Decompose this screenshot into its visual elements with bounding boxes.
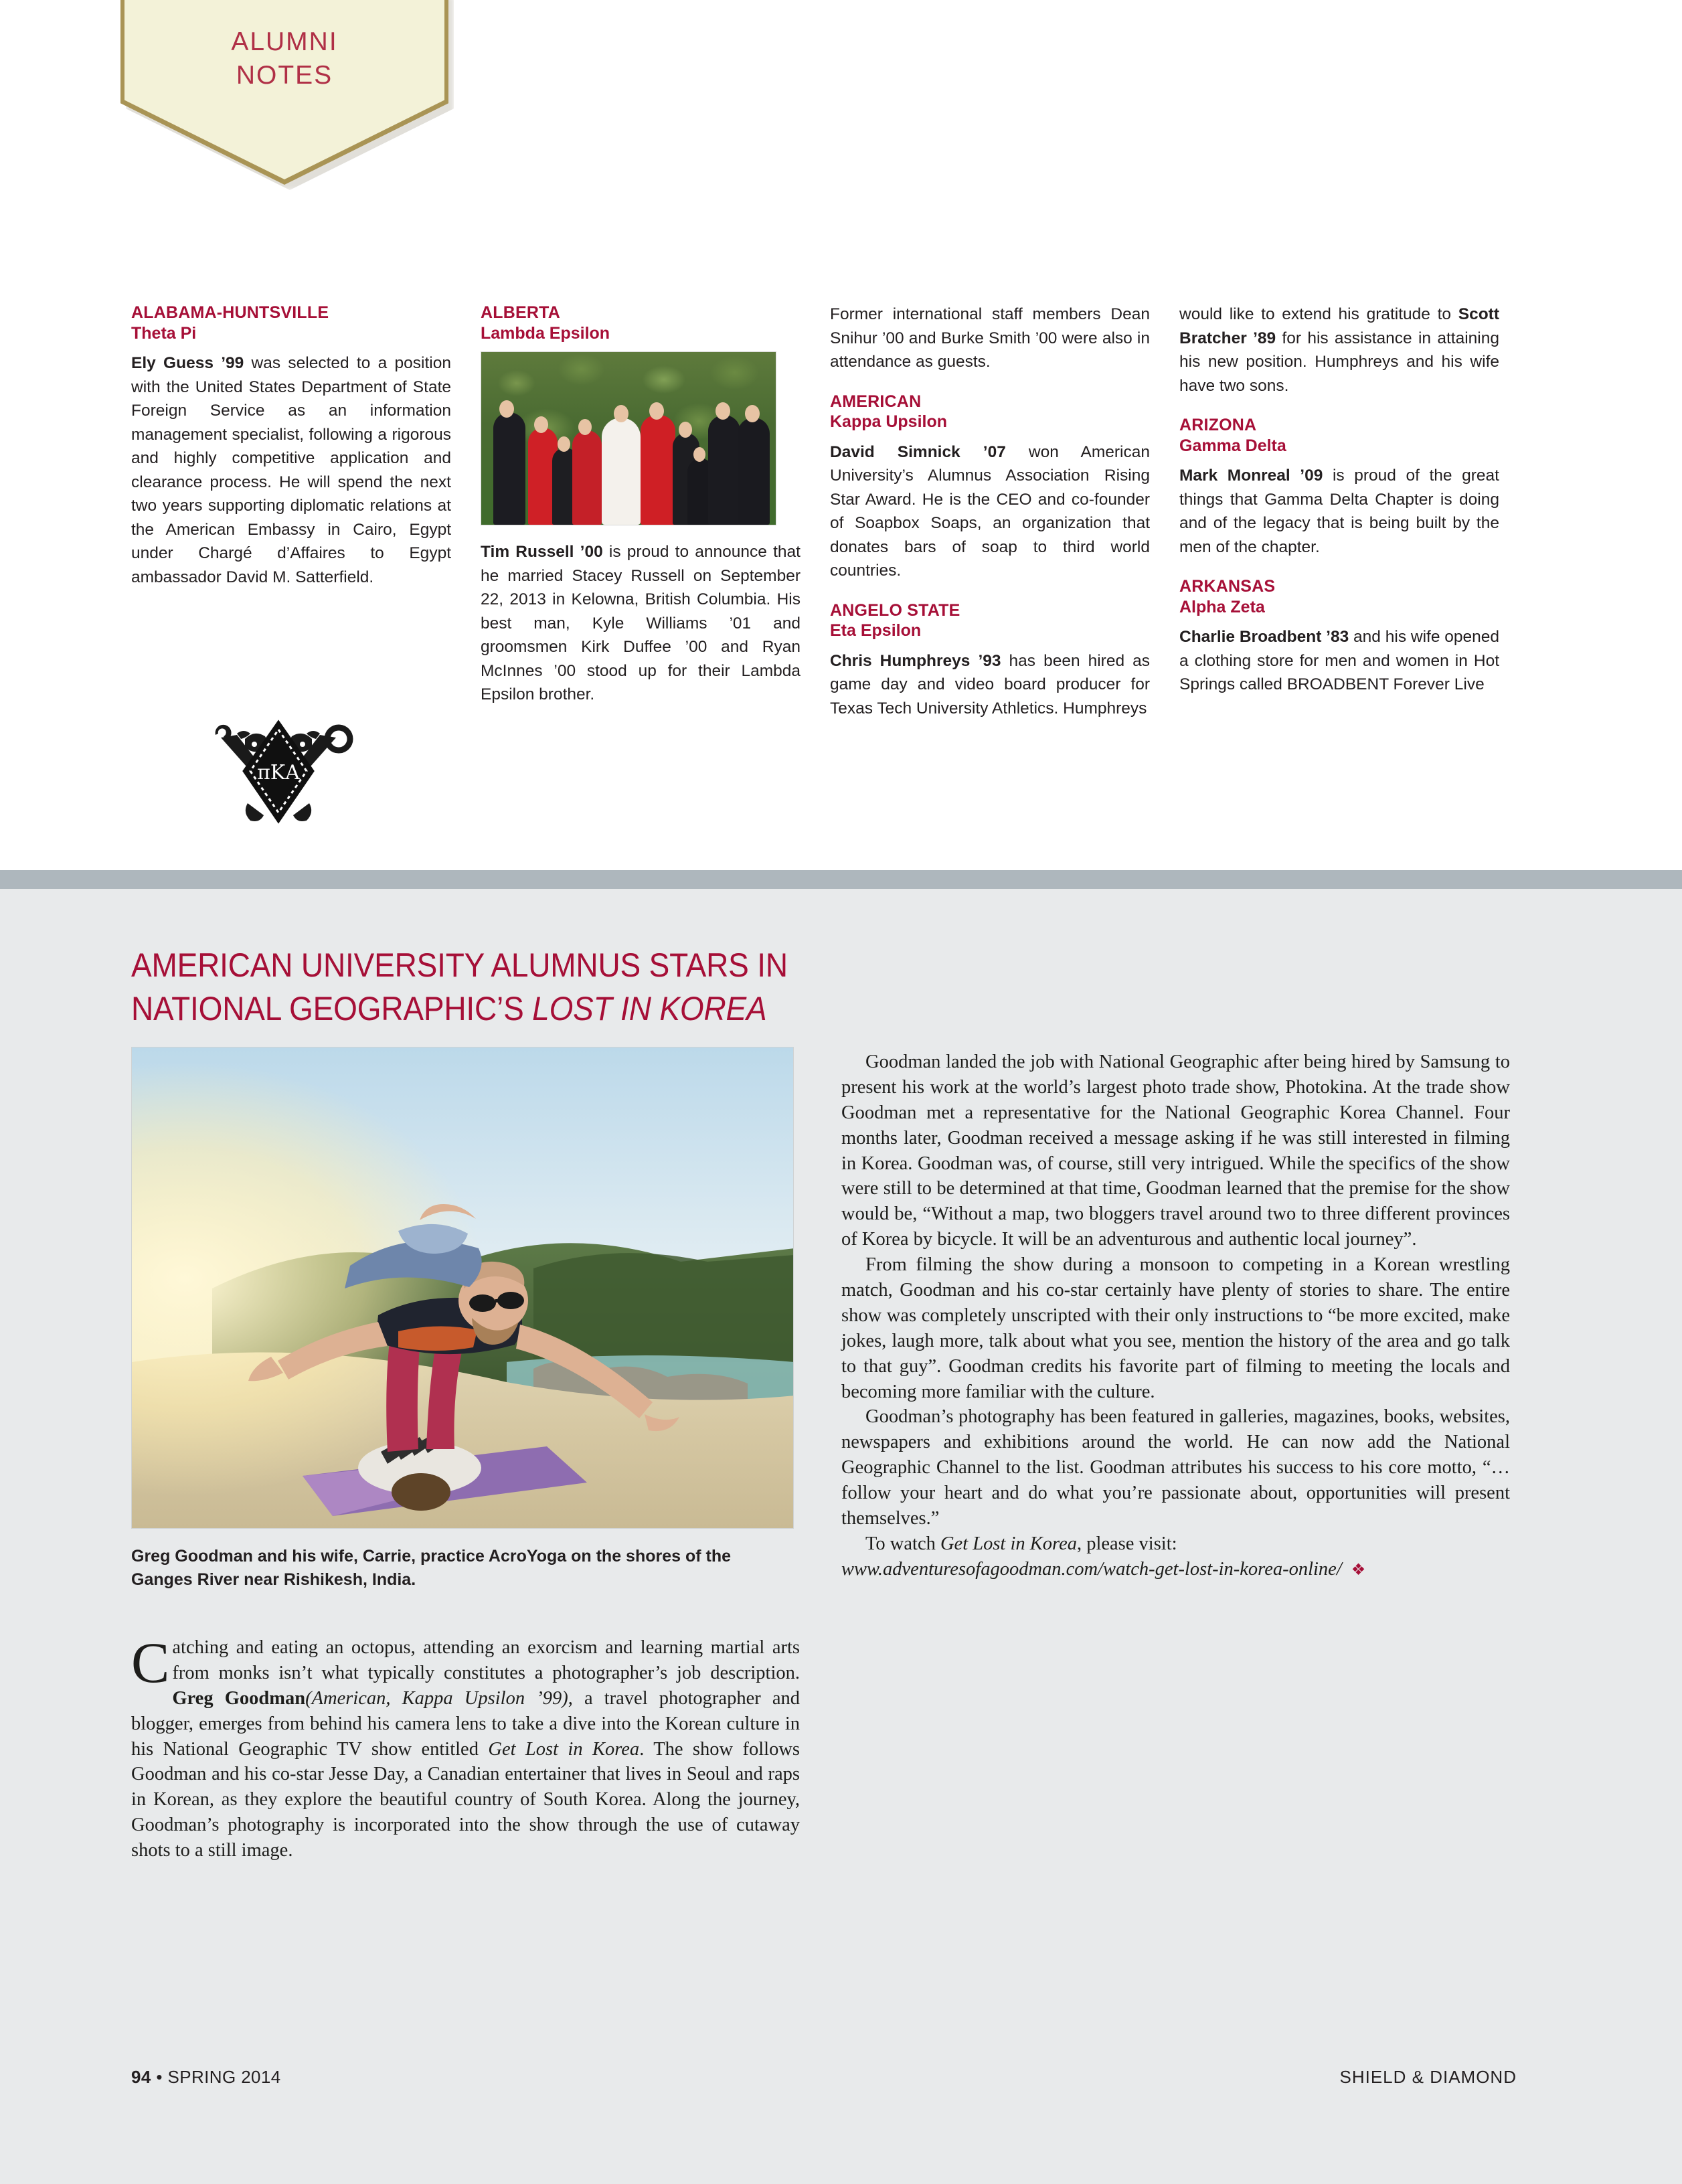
page-footer xyxy=(131,2067,1517,2088)
article-column-right xyxy=(841,1047,1510,1863)
svg-text:πΚΑ: πΚΑ xyxy=(257,761,300,784)
chapter-greek-alpha-zeta: Alpha Zeta xyxy=(1179,597,1265,616)
show-title-2: Get Lost in Korea xyxy=(940,1533,1077,1554)
show-title-1: Get Lost in Korea xyxy=(488,1738,640,1760)
note-entry-ely-guess xyxy=(131,351,451,589)
footer-issue: SPRING 2014 xyxy=(167,2067,281,2087)
note-entry-mark-monreal xyxy=(1179,464,1499,559)
note-continuation-angelo-state xyxy=(1179,303,1499,398)
note-member-name: Tim Russell ’00 xyxy=(481,543,603,561)
chapter-school-american: AMERICAN xyxy=(830,392,922,411)
note-text: was selected to a position with the United States Department of State Foreign Service as an information management specialist, following a rigorous and highly competitive application and clearance process. He will spend the next two years supporting diplomatic relations at the American Embassy in Cairo, Egypt under Chargé d’Affaires to Egypt ambassador David M. Satterfield. xyxy=(131,354,451,586)
note-member-name: Mark Monreal ’09 xyxy=(1179,467,1323,485)
continuation-post: for his assistance in attaining his new position. Humphreys and his wife have two sons. xyxy=(1179,329,1499,395)
acroyoga-photo xyxy=(131,1047,794,1529)
watch-pre: To watch xyxy=(865,1533,940,1554)
headline-show-title: LOST IN KOREA xyxy=(532,990,767,1027)
article-paragraph-2: Goodman landed the job with National Geographic after being hired by Samsung to present his work at the world’s largest photo trade show, Photokina. At the trade show Goodman met a representative for the National Geographic Korea Channel. Four months later, Goodman received a message asking if he was still interested in filming in Korea. Goodman was, of course, still very intrigued. While the specifics of the show were still to be determined at that time, Goodman learned that the premise for the show would be, “Without a map, two bloggers travel around two to three different provinces of Korea by bicycle. It will be an adventurous and authentic local journey”. xyxy=(841,1052,1510,1250)
chapter-school-angelo-state: ANGELO STATE xyxy=(830,600,960,620)
note-member-name: Ely Guess ’99 xyxy=(131,354,244,372)
article-paragraph-3: From filming the show during a monsoon to competing in a Korean wrestling match, Goodman and his co-star certainly have plenty of stories to share. The entire show was completely unscripted with their only instructions to “be more excited, make jokes, laugh more, talk about what you see, mention the history of the area and go talk to that guy”. Goodman credits his favorite part of filming to meeting the locals and becoming more familiar with the culture. xyxy=(841,1254,1510,1402)
drop-cap: C xyxy=(131,1630,170,1695)
alumni-notes-columns xyxy=(131,303,1510,738)
chapter-greek-lambda-epsilon: Lambda Epsilon xyxy=(481,323,610,343)
photo-caption: Greg Goodman and his wife, Carrie, practice AcroYoga on the shores of the Ganges River near Rishikesh, India. xyxy=(131,1547,732,1589)
article-url-line xyxy=(841,1557,1510,1582)
note-entry-charlie-broadbent xyxy=(1179,625,1499,697)
chapter-greek-theta-pi: Theta Pi xyxy=(131,323,197,343)
note-continuation-alberta: Former international staff members Dean Snihur ’00 and Burke Smith ’00 were also in attendance as guests. xyxy=(830,305,1150,371)
wedding-party-photo xyxy=(481,351,776,525)
banner-title-line1: ALUMNI xyxy=(231,27,338,56)
article-paragraph-1 xyxy=(131,1630,801,1863)
para1-text-a: atching and eating an octopus, attending an exorcism and learning martial arts from monks isn’t what typically constitutes a photographer’s job description. xyxy=(172,1637,800,1683)
notes-column-1 xyxy=(131,303,451,738)
note-text: is proud to announce that he married Stacey Russell on September 22, 2013 in Kelowna, British Columbia. His best man, Kyle Williams ’01 and groomsmen Kirk Duffee ’00 and Ryan McInnes ’00 stood up for their Lambda Epsilon brother. xyxy=(481,543,801,704)
continuation-pre: would like to extend his gratitude to xyxy=(1179,305,1458,323)
note-entry-david-simnick xyxy=(830,440,1150,583)
banner-title-line2: NOTES xyxy=(236,60,333,90)
note-member-name: Chris Humphreys ’93 xyxy=(830,651,1001,670)
footer-separator: • xyxy=(151,2067,168,2087)
banner-title xyxy=(120,25,448,92)
alumni-notes-section xyxy=(0,0,1682,870)
alumni-notes-banner xyxy=(120,0,455,191)
footer-left xyxy=(131,2067,281,2088)
subject-affiliation: (American, Kappa Upsilon ’99) xyxy=(305,1687,568,1709)
article-paragraph-4: Goodman’s photography has been featured in galleries, magazines, books, websites, newspapers and exhibitions around the world. He can now add the National Geographic Channel to the list. Goodman attributes his success to his core motto, “… follow your heart and do what you’re passionate about, opportunities will present themselves.” xyxy=(841,1406,1510,1529)
note-text: and his wife opened a clothing store for men and women in Hot Springs called BROADBENT Forever Live xyxy=(1179,628,1500,694)
feature-article-section xyxy=(0,889,1682,2184)
note-entry-chris-humphreys xyxy=(830,649,1150,721)
end-mark-icon: ❖ xyxy=(1351,1561,1366,1579)
page-number: 94 xyxy=(131,2067,151,2087)
note-text: is proud of the great things that Gamma Delta Chapter is doing and of the legacy that is being built by the men of the chapter. xyxy=(1179,467,1499,556)
headline-line-1: AMERICAN UNIVERSITY ALUMNUS STARS IN xyxy=(131,946,788,984)
article-url: www.adventuresofagoodman.com/watch-get-lost-in-korea-online/ xyxy=(841,1558,1342,1580)
note-text: won American University’s Alumnus Association Rising Star Award. He is the CEO and co-founder of Soapbox Soaps, an organization that donates bars of soap to third world countries. xyxy=(830,442,1150,580)
photo-wedding-party xyxy=(481,397,776,525)
section-divider-band xyxy=(0,870,1682,889)
note-member-name: Scott Bratcher ’89 xyxy=(1179,305,1499,347)
chapter-school-alabama-huntsville: ALABAMA-HUNTSVILLE xyxy=(131,303,329,322)
notes-column-3 xyxy=(830,303,1150,738)
article-paragraph-5 xyxy=(841,1531,1510,1557)
note-entry-tim-russell xyxy=(481,540,801,707)
subject-name: Greg Goodman xyxy=(172,1687,306,1709)
pi-kappa-alpha-badge-icon xyxy=(198,709,359,830)
note-member-name: Charlie Broadbent ’83 xyxy=(1179,628,1349,647)
headline-line-2 xyxy=(131,987,1116,1031)
para1-text-b: , a travel photographer and blogger, emerges from behind his camera lens to take a dive into the Korean culture in his National Geographic TV show entitled xyxy=(131,1687,801,1760)
note-member-name: David Simnick ’07 xyxy=(830,442,1006,461)
notes-column-2 xyxy=(481,303,801,738)
article-column-left xyxy=(131,1047,800,1863)
notes-column-4 xyxy=(1179,303,1499,738)
watch-post: , please visit: xyxy=(1076,1533,1177,1554)
chapter-greek-kappa-upsilon: Kappa Upsilon xyxy=(830,412,948,432)
chapter-greek-gamma-delta: Gamma Delta xyxy=(1179,436,1286,455)
article-left-body xyxy=(131,1630,801,1863)
note-text: has been hired as game day and video board producer for Texas Tech University Athletics. Humphreys xyxy=(830,651,1150,718)
article-headline xyxy=(131,944,1116,1031)
article-columns xyxy=(131,1047,1510,1863)
chapter-school-arkansas: ARKANSAS xyxy=(1179,577,1276,596)
headline-line-2-plain: NATIONAL GEOGRAPHIC’S xyxy=(131,990,533,1027)
chapter-greek-eta-epsilon: Eta Epsilon xyxy=(830,621,922,641)
footer-publication-title: SHIELD & DIAMOND xyxy=(1339,2067,1517,2087)
article-right-body xyxy=(841,1047,1510,1582)
chapter-school-alberta: ALBERTA xyxy=(481,303,560,322)
chapter-school-arizona: ARIZONA xyxy=(1179,416,1257,435)
para1-text-c: . The show follows Goodman and his co-star Jesse Day, a Canadian entertainer that lives in Seoul and raps in Korean, as they explore the beautiful country of South Korea. Along the journey, Goodman’s photography is incorporated into the show through the use of cutaway shots to a still image. xyxy=(131,1738,800,1861)
